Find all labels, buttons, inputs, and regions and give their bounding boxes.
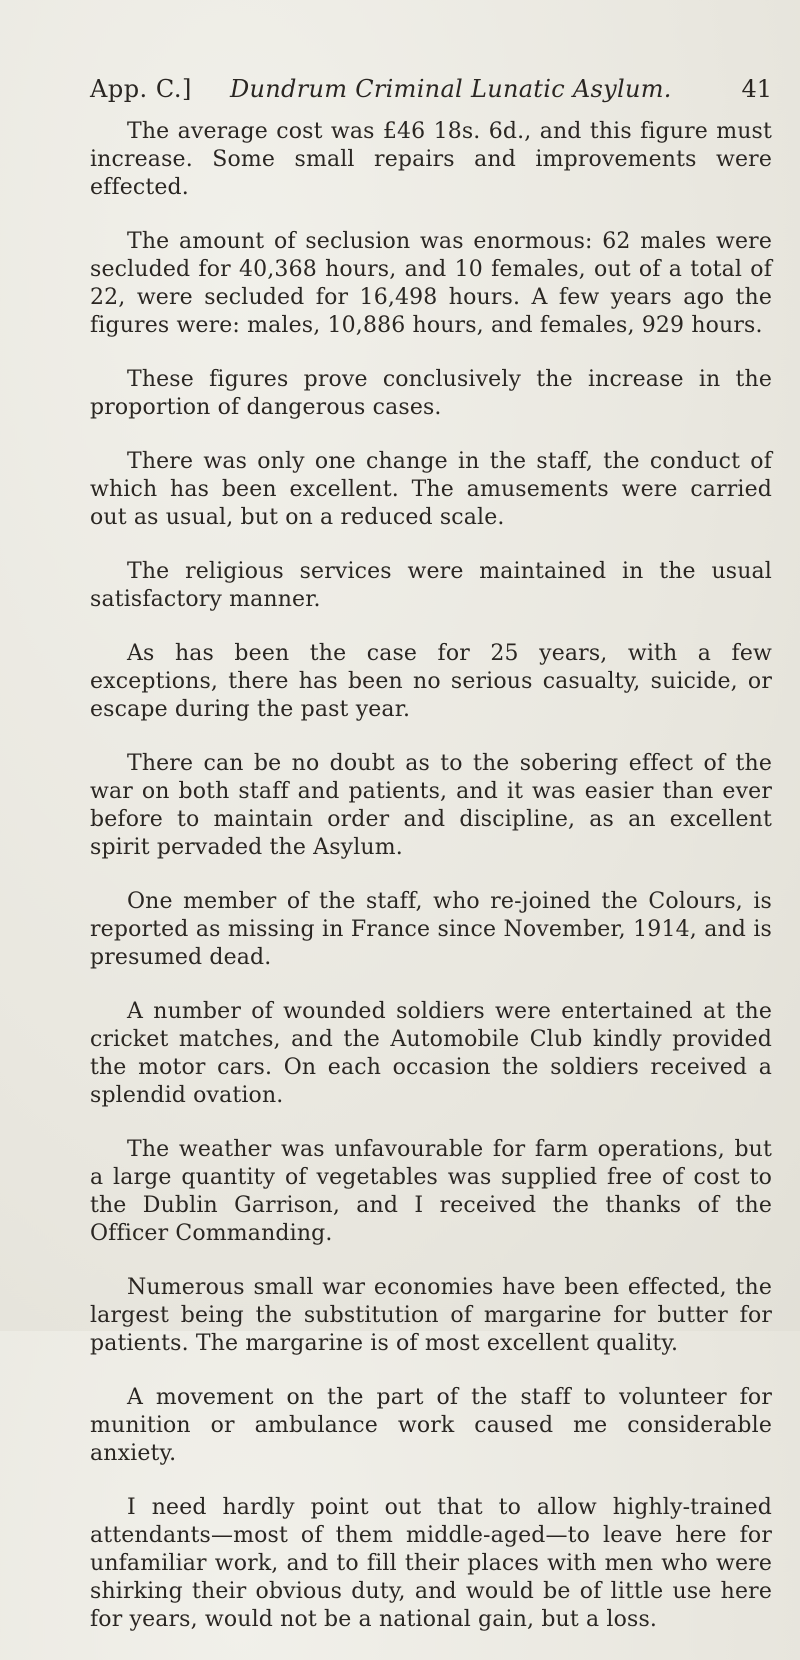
paragraph-wounded-soldiers: A number of wounded soldiers were entertained at the cricket matches, and the Automobile Club kindly provided the motor cars. On each occasion the soldiers received a splendid ovation. <box>90 999 772 1108</box>
paragraph-religious-services: The religious services were maintained in the usual satisfactory manner. <box>90 559 772 612</box>
paragraph-volunteer-movement: A movement on the part of the staff to volunteer for munition or ambulance work caused me considerable anxiety. <box>90 1385 772 1466</box>
paragraph-dangerous-cases: These figures prove conclusively the increase in the proportion of dangerous cases. <box>90 367 772 420</box>
paragraph-casualty: As has been the case for 25 years, with a few exceptions, there has been no serious casualty, suicide, or escape during the past year. <box>90 641 772 722</box>
running-header <box>90 72 772 106</box>
paragraph-war-economies: Numerous small war economies have been effected, the largest being the substitution of margarine for butter for patients. The margarine is of most excellent quality. <box>90 1275 772 1356</box>
appendix-label: App. C.] <box>90 75 192 103</box>
paragraph-average-cost: The average cost was £46 18s. 6d., and this figure must increase. Some small repairs and improvements were effected. <box>90 119 772 200</box>
paragraph-seclusion: The amount of seclusion was enormous: 62 males were secluded for 40,368 hours, and 10 females, out of a total of 22, were secluded for 16,498 hours. A few years ago the figures were: males, 10,886 hours, and females, 929 hours. <box>90 229 772 338</box>
paragraph-staff-change: There was only one change in the staff, the conduct of which has been excellent. The amusements were carried out as usual, but on a reduced scale. <box>90 449 772 530</box>
paragraph-war-effect: There can be no doubt as to the sobering effect of the war on both staff and patients, and it was easier than ever before to maintain order and discipline, as an excellent spirit pervaded the Asylum. <box>90 751 772 860</box>
paragraph-attendants: I need hardly point out that to allow highly-trained attendants—most of them middle-aged—to leave here for unfamiliar work, and to fill their places with men who were shirking their obvious duty, and would be of little use here for years, would not be a national gain, but a loss. <box>90 1495 772 1632</box>
page-number: 41 <box>741 75 772 103</box>
running-title: Dundrum Criminal Lunatic Asylum. <box>230 75 672 103</box>
paragraph-farm-operations: The weather was unfavourable for farm operations, but a large quantity of vegetables was supplied free of cost to the Dublin Garrison, and I received the thanks of the Officer Commanding. <box>90 1137 772 1246</box>
body-text <box>90 118 772 1660</box>
paragraph-missing-member: One member of the staff, who re-joined the Colours, is reported as missing in France since November, 1914, and is presumed dead. <box>90 889 772 970</box>
